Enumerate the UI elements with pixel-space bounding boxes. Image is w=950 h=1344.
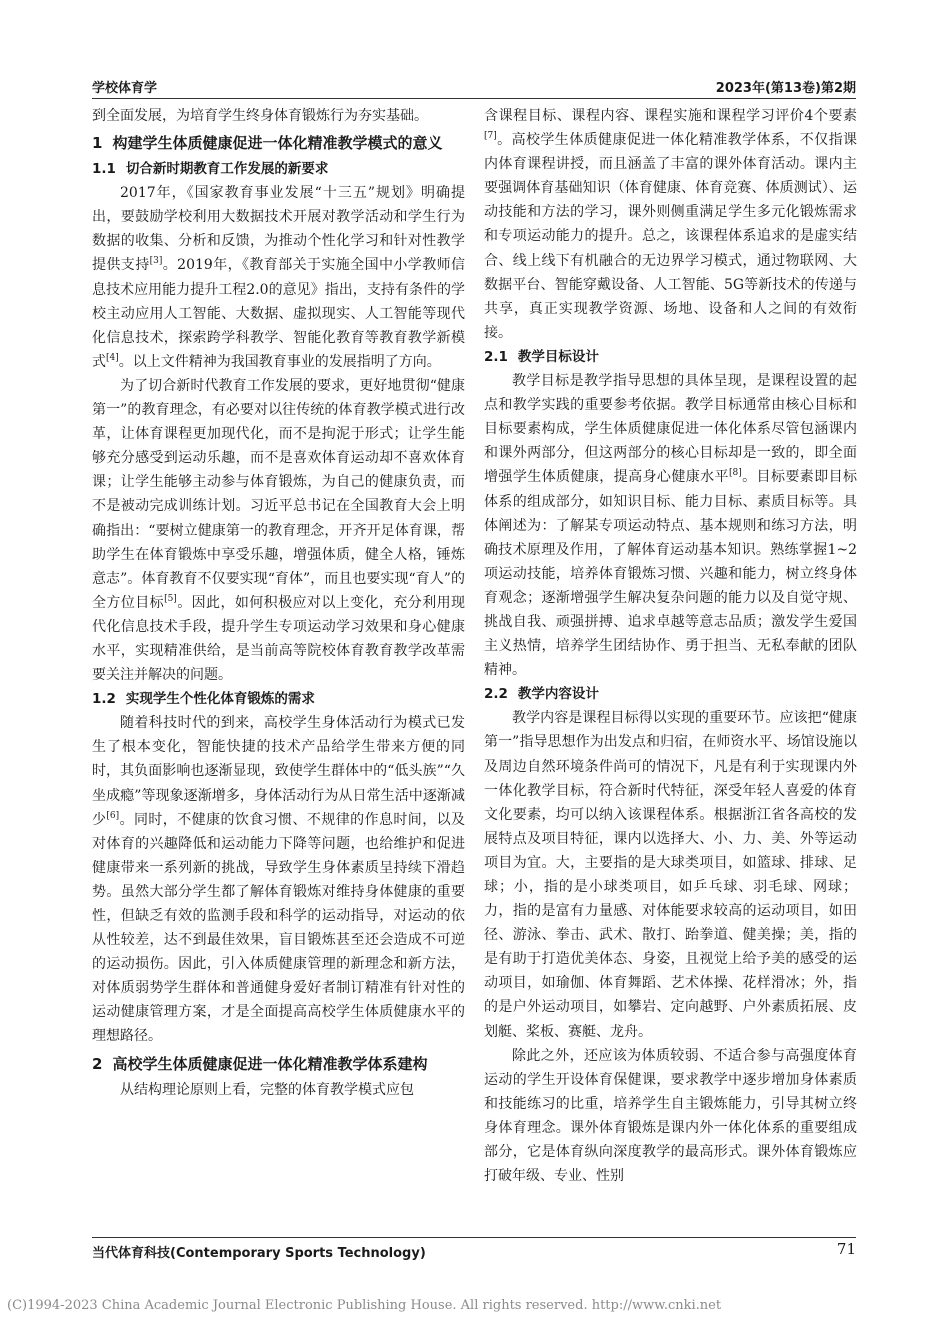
paragraph bbox=[92, 181, 465, 374]
subsection-heading-1-2 bbox=[92, 687, 465, 711]
paragraph-continued bbox=[484, 104, 857, 345]
paragraph bbox=[92, 711, 465, 1048]
right-column bbox=[484, 104, 857, 1188]
page-number: 71 bbox=[836, 1240, 856, 1258]
section-heading-1 bbox=[92, 131, 465, 156]
paragraph-text: 2017年，《国家教育事业发展“十三五”规划》明确提出，要鼓励学校利用大数据技术开展对教学活动和学生行为数据的收集、分析和反馈，为推动个性化学习和针对性教学提供支持 bbox=[92, 185, 465, 274]
footer-journal-name: 当代体育科技(Contemporary Sports Technology) bbox=[92, 1246, 426, 1261]
paragraph-text: 含课程目标、课程内容、课程实施和课程学习评价4个要素 bbox=[484, 108, 857, 124]
running-header-issue: 2023年(第13卷)第2期 bbox=[715, 81, 856, 96]
paragraph-continued: 到全面发展，为培育学生终身体育锻炼行为夯实基础。 bbox=[92, 108, 428, 124]
paragraph-text: 教学目标是教学指导思想的具体呈现，是课程设置的起点和教学实践的重要参考依据。教学目标通常由核心目标和目标要素构成，学生体质健康促进一体化体系尽管包涵课内和课外两部分，但这两部分的核心目标却是一致的，即全面增强学生体质健康，提高身心健康水平 bbox=[484, 373, 857, 486]
paragraph-text: 。因此，如何积极应对以上变化，充分利用现代化信息技术手段，提升学生专项运动学习效果和身心健康水平，实现精准供给，是当前高等院校体育教育教学改革需要关注并解决的问题。 bbox=[92, 594, 466, 684]
subsection-number: 2.2 bbox=[484, 686, 508, 703]
paragraph-text: 。高校学生体质健康促进一体化精准教学体系，不仅指课内体育课程讲授，而且涵盖了丰富的课外体育活动。课内主要强调体育基础知识（体育健康、体育竞赛、体质测试）、运动技能和方法的学习，课外则侧重满足学生多元化锻炼需求和专项运动能力的提升。总之，该课程体系追求的是虚实结合、线上线下有机融合的无边界学习模式，通过物联网、大数据平台、智能穿戴设备、人工智能、5G等新技术的传递与共享，真正实现教学资源、场地、设备和人之间的有效衔接。 bbox=[484, 132, 857, 341]
subsection-number: 1.1 bbox=[92, 161, 116, 178]
paragraph-text: 。以上文件精神为我国教育事业的发展指明了方向。 bbox=[118, 353, 441, 370]
running-header-journal: 学校体育学 bbox=[92, 81, 158, 96]
subsection-heading-2-1 bbox=[484, 345, 857, 369]
paragraph-text: 。目标要素即目标体系的组成部分，如知识目标、能力目标、素质目标等。具体阐述为：了解某专项运动特点、基本规则和练习方法，明确技术原理及作用，了解体育运动基本知识。熟练掌握1~2项运动技能，培养体育锻炼习惯、兴趣和能力，树立终身体育观念；逐渐增强学生解决复杂问题的能力以及自觉守规、挑战自我、顽强拼搏、追求卓越等意志品质；激发学生爱国主义热情，培养学生团结协作、勇于担当、无私奉献的团队精神。 bbox=[484, 469, 858, 679]
paragraph-text: 。2019年，《教育部关于实施全国中小学教师信息技术应用能力提升工程2.0的意见》指出，支持有条件的学校主动应用人工智能、大数据、虚拟现实、人工智能等现代化信息技术，探索跨学科教学、智能化教育等教育教学新模式 bbox=[92, 257, 465, 370]
paragraph: 教学内容是课程目标得以实现的重要环节。应该把“健康第一”指导思想作为出发点和归宿，在师资水平、场馆设施以及周边自然环境条件尚可的情况下，凡是有利于实现课内外一体化教学目标，符合新时代特征，深受年轻人喜爱的体育文化要素，均可以纳入该课程体系。根据浙江省各高校的发展特点及项目特征，课内以选择大、小、力、美、外等运动项目为宜。大，主要指的是大球类项目，如篮球、排球、足球；小，指的是小球类项目，如乒乓球、羽毛球、网球；力，指的是富有力量感、对体能要求较高的运动项目，如田径、游泳、拳击、武术、散打、跆拳道、健美操；美，指的是有助于打造优美体态、身姿，且视觉上给予美的感受的运动项目，如瑜伽、体育舞蹈、艺术体操、花样滑冰；外，指的是户外运动项目，如攀岩、定向越野、户外素质拓展、皮划艇、桨板、赛艇、龙舟。 bbox=[484, 710, 857, 1040]
section-title: 高校学生体质健康促进一体化精准教学体系建构 bbox=[112, 1054, 428, 1073]
paragraph-text: 。同时，不健康的饮食习惯、不规律的作息时间，以及对体育的兴趣降低和运动能力下降等问题，也给维护和促进健康带来一系列新的挑战，导致学生身体素质呈持续下滑趋势。虽然大部分学生都了解体育锻炼对维持身体健康的重要性，但缺乏有效的监测手段和科学的运动指导，对运动的依从性较差，达不到最佳效果，盲目锻炼甚至还会造成不可逆的运动损伤。因此，引入体质健康管理的新理念和新方法，对体质弱势学生群体和普通健身爱好者制订精准有针对性的运动健康管理方案，才是全面提高高校学生体质健康水平的理想路径。 bbox=[92, 811, 466, 1045]
paragraph-text: 为了切合新时代教育工作发展的要求，更好地贯彻“健康第一”的教育理念，有必要对以往传统的体育教学模式进行改革，让体育课程更加现代化，而不是拘泥于形式；让学生能够充分感受到运动乐趣，而不是喜欢体育运动却不喜欢体育课；让学生能够主动参与体育锻炼，为自己的健康负责，而不是被动完成训练计划。习近平总书记在全国教育大会上明确指出：“要树立健康第一的教育理念，开齐开足体育课，帮助学生在体育锻炼中享受乐趣，增强体质，健全人格，锤炼意志”。体育教育不仅要实现“育体”，而且也要实现“育人”的全方位目标 bbox=[92, 377, 465, 611]
left-column bbox=[92, 104, 465, 1102]
paragraph-text: 随着科技时代的到来，高校学生身体活动行为模式已发生了根本变化，智能快捷的技术产品给学生带来方便的同时，其负面影响也逐渐显现，致使学生群体中的“低头族”“久坐成瘾”等现象逐渐增多，身体活动行为从日常生活中逐渐减少 bbox=[92, 715, 465, 828]
citation: [5] bbox=[164, 593, 177, 604]
subsection-title: 实现学生个性化体育锻炼的需求 bbox=[125, 691, 315, 708]
paragraph: 除此之外，还应该为体质较弱、不适合参与高强度体育运动的学生开设体育保健课，要求教学中逐步增加身体素质和技能练习的比重，培养学生自主锻炼能力，引导其树立终身体育理念。课外体育锻炼是课内外一体化体系的重要组成部分，它是体育纵向深度教学的最高形式。课外体育锻炼应打破年级、专业、性别 bbox=[484, 1047, 857, 1185]
footer-rule bbox=[92, 1237, 856, 1238]
citation: [3] bbox=[149, 256, 163, 267]
subsection-title: 教学目标设计 bbox=[517, 348, 599, 365]
section-number: 1 bbox=[92, 134, 103, 153]
subsection-number: 1.2 bbox=[92, 691, 116, 708]
subsection-heading-2-2 bbox=[484, 682, 857, 706]
paragraph bbox=[484, 369, 857, 682]
citation: [7] bbox=[484, 131, 497, 142]
paragraph bbox=[92, 374, 465, 687]
citation: [4] bbox=[106, 352, 119, 363]
header-rule bbox=[92, 98, 856, 99]
section-heading-2 bbox=[92, 1052, 465, 1077]
subsection-heading-1-1 bbox=[92, 157, 465, 181]
section-title: 构建学生体质健康促进一体化精准教学模式的意义 bbox=[112, 134, 443, 153]
section-number: 2 bbox=[92, 1054, 103, 1073]
paragraph: 从结构理论原则上看，完整的体育教学模式应包 bbox=[120, 1081, 414, 1098]
copyright-notice: (C)1994-2023 China Academic Journal Electronic Publishing House. All rights reserved. http://www.cnki.net bbox=[7, 1298, 722, 1313]
subsection-number: 2.1 bbox=[484, 348, 508, 365]
citation: [6] bbox=[106, 810, 120, 821]
subsection-title: 切合新时期教育工作发展的新要求 bbox=[125, 161, 329, 178]
citation: [8] bbox=[728, 468, 742, 479]
subsection-title: 教学内容设计 bbox=[517, 686, 599, 703]
